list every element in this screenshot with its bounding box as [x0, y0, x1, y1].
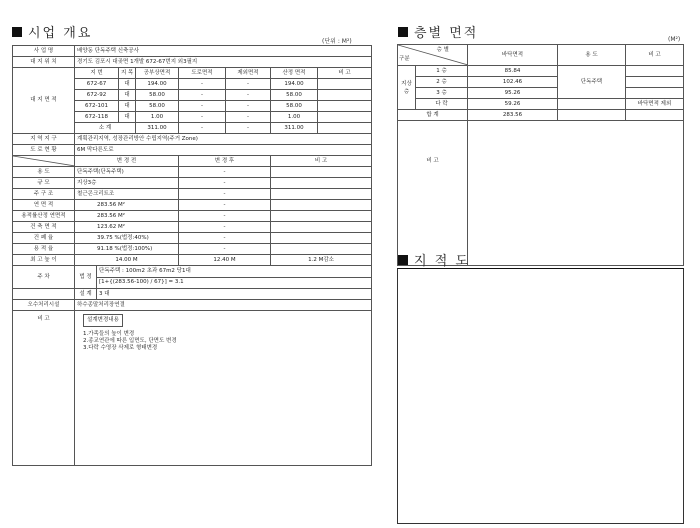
remark-item: 3.다락 수영장 삭제로 형태변경	[83, 345, 158, 351]
cadastral-title	[398, 250, 470, 269]
subtotal-label: 소 계	[75, 123, 136, 134]
floor-name: 2 층	[416, 77, 468, 88]
parking-label: 주 차	[13, 266, 75, 289]
site-road: -	[179, 79, 226, 90]
site-lot: 672-92	[75, 90, 119, 101]
parking-installed-value: 3 대	[97, 289, 372, 300]
floor-remarks-content	[468, 121, 684, 266]
site-note	[318, 90, 372, 101]
site-category: 대	[119, 90, 136, 101]
site-road: -	[179, 101, 226, 112]
row-label: 규 모	[13, 178, 75, 189]
site-area-label: 대 지 면 적	[13, 68, 75, 134]
square-bullet-icon	[398, 27, 408, 37]
row-note	[271, 178, 372, 189]
site-header-lot: 지 번	[75, 68, 119, 79]
compare-row	[13, 244, 372, 255]
compare-row	[13, 222, 372, 233]
height-note: 1.2 M감소	[271, 255, 372, 266]
square-bullet-icon	[398, 255, 408, 265]
row-label: 건 축 면 적	[13, 222, 75, 233]
site-official: 1.00	[136, 112, 179, 123]
group-label-above-ground: 지상층	[398, 66, 416, 110]
site-excluded: -	[226, 101, 271, 112]
site-official: 58.00	[136, 90, 179, 101]
row-label: 용적률산정 연면적	[13, 211, 75, 222]
floor-area-unit: (M²)	[668, 36, 681, 43]
subtotal-note	[318, 123, 372, 134]
floor-use	[558, 99, 626, 110]
diagonal-corner-cell	[13, 156, 75, 167]
site-calculated: 58.00	[271, 90, 318, 101]
subtotal-calculated: 311.00	[271, 123, 318, 134]
row-label: 용 도	[13, 167, 75, 178]
remarks-row	[13, 311, 372, 466]
row-note	[271, 189, 372, 200]
floor-area-value: 59.26	[468, 99, 558, 110]
row-before: 91.18 %(법정:100%)	[75, 244, 179, 255]
floor-note	[626, 66, 684, 77]
header-floor-area: 바닥면적	[468, 45, 558, 66]
floor-corner-cell	[398, 45, 468, 66]
row-label: 연 면 적	[13, 200, 75, 211]
header-note: 비 고	[626, 45, 684, 66]
floor-area-value: 95.26	[468, 88, 558, 99]
project-name-value: 배양동 단독주택 신축공사	[75, 46, 372, 57]
floor-row	[398, 88, 684, 99]
compare-header-row	[13, 156, 372, 167]
floor-row	[398, 77, 684, 88]
floor-remarks-row	[398, 121, 684, 266]
overview-table	[12, 45, 372, 466]
floor-name: 다 락	[416, 99, 468, 110]
compare-row	[13, 189, 372, 200]
row-note	[271, 222, 372, 233]
floor-note	[626, 77, 684, 88]
site-official: 194.00	[136, 79, 179, 90]
row-note	[271, 244, 372, 255]
site-category: 대	[119, 101, 136, 112]
project-name-label: 사 업 명	[13, 46, 75, 57]
diagonal-line-icon	[13, 156, 75, 166]
height-label: 최 고 높 이	[13, 255, 75, 266]
row-label: 주 구 조	[13, 189, 75, 200]
sewage-row	[13, 300, 372, 311]
total-value: 283.56	[468, 110, 558, 121]
floor-area-table	[397, 44, 684, 266]
site-note	[318, 101, 372, 112]
row-after: -	[179, 200, 271, 211]
remark-item: 1.가족들의 높이 변경	[83, 331, 135, 337]
floor-header-row	[398, 45, 684, 66]
project-name-row	[13, 46, 372, 57]
road-label: 도 로 현 황	[13, 145, 75, 156]
row-note	[271, 200, 372, 211]
row-after: -	[179, 233, 271, 244]
site-excluded: -	[226, 79, 271, 90]
site-calculated: 58.00	[271, 101, 318, 112]
row-before: 단독주택(단독주택)	[75, 167, 179, 178]
site-note	[318, 112, 372, 123]
road-row	[13, 145, 372, 156]
total-label: 합 계	[398, 110, 468, 121]
floor-name: 3 층	[416, 88, 468, 99]
site-header-excluded: 제외면적	[226, 68, 271, 79]
road-value: 6M 막다른도로	[75, 145, 372, 156]
floor-total-row	[398, 110, 684, 121]
floor-name: 1 층	[416, 66, 468, 77]
floor-area-value: 85.84	[468, 66, 558, 77]
zone-label: 지 역 지 구	[13, 134, 75, 145]
site-lot: 672-67	[75, 79, 119, 90]
floor-row	[398, 99, 684, 110]
row-before: 283.56 M²	[75, 200, 179, 211]
site-category: 대	[119, 79, 136, 90]
floor-remarks-label: 비 고	[398, 121, 468, 266]
row-after: -	[179, 222, 271, 233]
floor-area-value: 102.46	[468, 77, 558, 88]
floor-area-title	[398, 22, 478, 41]
parking-legal-row	[13, 266, 372, 278]
overview-unit: (단위 : M²)	[322, 38, 352, 45]
site-header-official: 공부상면적	[136, 68, 179, 79]
row-after: -	[179, 178, 271, 189]
row-label: 건 폐 율	[13, 233, 75, 244]
site-header-road: 도로면적	[179, 68, 226, 79]
site-excluded: -	[226, 112, 271, 123]
site-excluded: -	[226, 90, 271, 101]
row-after: -	[179, 244, 271, 255]
row-after: -	[179, 167, 271, 178]
compare-row	[13, 211, 372, 222]
location-label: 대 지 위 치	[13, 57, 75, 68]
floor-note: 바닥면적 제외	[626, 99, 684, 110]
site-area-header-row	[13, 68, 372, 79]
row-before: 철근콘크리트조	[75, 189, 179, 200]
revision-box-title: 설계변경내용	[83, 314, 123, 327]
header-note: 비 고	[271, 156, 372, 167]
site-road: -	[179, 90, 226, 101]
parking-legal-label: 법 정	[75, 266, 97, 289]
site-calculated: 1.00	[271, 112, 318, 123]
row-before: 283.56 M²	[75, 211, 179, 222]
subtotal-official: 311.00	[136, 123, 179, 134]
location-row	[13, 57, 372, 68]
site-lot: 672-101	[75, 101, 119, 112]
sewage-value: 하수종말처리장연결	[75, 300, 372, 311]
remarks-content	[75, 311, 372, 466]
site-road: -	[179, 112, 226, 123]
site-official: 58.00	[136, 101, 179, 112]
row-label: 용 적 율	[13, 244, 75, 255]
site-header-note: 비 고	[318, 68, 372, 79]
remarks-label: 비 고	[13, 311, 75, 466]
header-use: 용 도	[558, 45, 626, 66]
floor-note	[626, 88, 684, 99]
subtotal-road: -	[179, 123, 226, 134]
floor-use: 단독주택	[558, 66, 626, 99]
compare-row	[13, 178, 372, 189]
row-before: 123.62 M²	[75, 222, 179, 233]
location-value: 경기도 김포시 대곶면 1개발 672-67번지 외3필지	[75, 57, 372, 68]
sewage-label: 오수처리시설	[13, 300, 75, 311]
corner-top-label: 층 별	[436, 47, 449, 53]
row-note	[271, 211, 372, 222]
subtotal-excluded: -	[226, 123, 271, 134]
row-after: -	[179, 189, 271, 200]
height-before: 14.00 M	[75, 255, 179, 266]
row-note	[271, 167, 372, 178]
site-header-calculated: 산정 면적	[271, 68, 318, 79]
header-before: 변 경 전	[75, 156, 179, 167]
compare-row	[13, 167, 372, 178]
height-after: 12.40 M	[179, 255, 271, 266]
corner-bottom-label: 구분	[399, 56, 410, 62]
remark-item: 2.종교연관에 따른 입면도, 단면도 변경	[83, 338, 177, 344]
overview-title	[12, 22, 92, 41]
cadastral-map-area	[397, 268, 684, 524]
floor-row	[398, 66, 684, 77]
zone-row	[13, 134, 372, 145]
row-after: -	[179, 211, 271, 222]
site-calculated: 194.00	[271, 79, 318, 90]
height-row	[13, 255, 372, 266]
header-after: 변 경 후	[179, 156, 271, 167]
overview-title-text: 시업 개요	[28, 26, 93, 41]
row-note	[271, 233, 372, 244]
site-note	[318, 79, 372, 90]
parking-installed-label: 설 계	[75, 289, 97, 300]
site-lot: 672-118	[75, 112, 119, 123]
square-bullet-icon	[12, 27, 22, 37]
row-before: 39.75 %(법정:40%)	[75, 233, 179, 244]
compare-row	[13, 233, 372, 244]
site-header-category: 지 목	[119, 68, 136, 79]
compare-row	[13, 200, 372, 211]
parking-legal-calc: [1+{(283.56-100) / 67}] = 3.1	[97, 277, 372, 289]
cadastral-title-text: 지 적 도	[414, 254, 470, 269]
floor-area-title-text: 층별 면적	[414, 26, 479, 41]
row-before: 지상3층	[75, 178, 179, 189]
zone-value: 계획관리지역, 성장관리방안 수립지역(주거 Zone)	[75, 134, 372, 145]
parking-installed-row	[13, 289, 372, 300]
site-category: 대	[119, 112, 136, 123]
parking-legal-formula: 단독주택 : 100m2 초과 67m2 당1대	[97, 266, 372, 278]
